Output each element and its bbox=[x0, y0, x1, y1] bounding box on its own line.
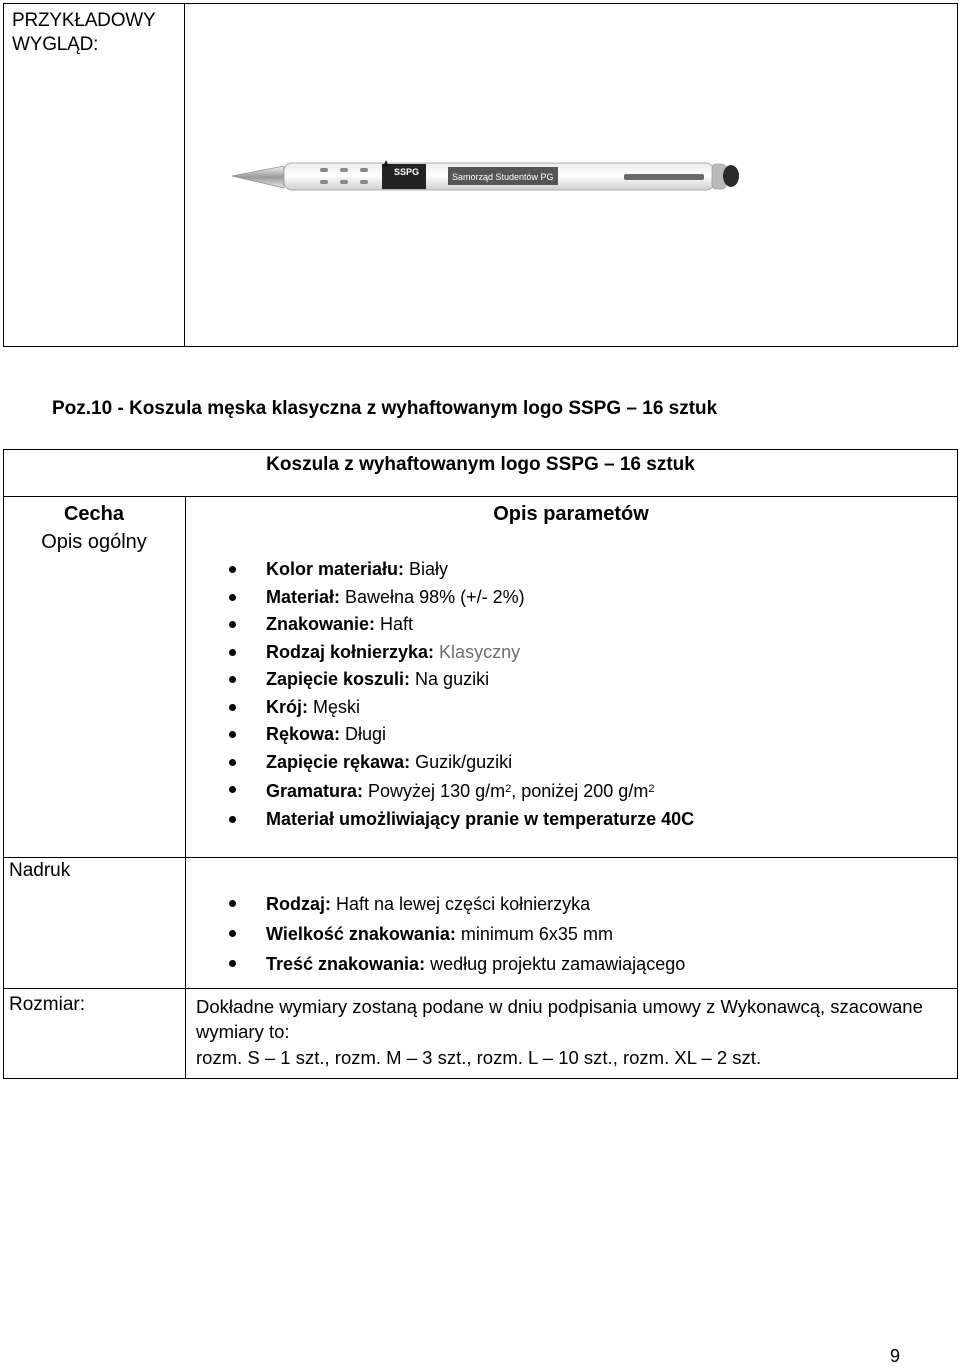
list-item: Krój: Męski bbox=[266, 694, 694, 722]
size-breakdown: rozm. S – 1 szt., rozm. M – 3 szt., rozm. L – 10 szt., rozm. XL – 2 szt. bbox=[196, 1047, 762, 1068]
list-item: Materiał: Bawełna 98% (+/- 2%) bbox=[266, 584, 694, 612]
size-description bbox=[196, 994, 946, 1070]
print-spec-list bbox=[266, 889, 685, 979]
shirt-spec-table bbox=[3, 449, 958, 1079]
list-item: Materiał umożliwiający pranie w temperaturze 40C bbox=[266, 806, 694, 834]
size-note: Dokładne wymiary zostaną podane w dniu podpisania umowy z Wykonawcą, szacowane wymiary to: bbox=[196, 996, 923, 1042]
pen-logo-text: SSPG bbox=[394, 167, 420, 177]
divider bbox=[4, 988, 957, 989]
row-label-size: Rozmiar: bbox=[9, 994, 86, 1015]
divider bbox=[4, 857, 957, 858]
divider bbox=[4, 496, 957, 497]
list-item: Zapięcie rękawa: Guzik/guziki bbox=[266, 749, 694, 777]
sample-look-table bbox=[3, 3, 958, 347]
list-item: Treść znakowania: według projektu zamawiającego bbox=[266, 949, 685, 979]
list-item: Gramatura: Powyżej 130 $g/m^2$, poniżej 200 $g/m^2$ bbox=[266, 776, 694, 806]
header-params: Opis parametów bbox=[493, 503, 649, 525]
column-divider bbox=[185, 496, 186, 1078]
general-spec-list bbox=[266, 556, 694, 833]
list-item: Wielkość znakowania: minimum 6x35 mm bbox=[266, 919, 685, 949]
list-item: Zapięcie koszuli: Na guziki bbox=[266, 666, 694, 694]
pen-brand-text: Samorząd Studentów PG bbox=[452, 172, 554, 182]
list-item: Znakowanie: Haft bbox=[266, 611, 694, 639]
row-label-print: Nadruk bbox=[9, 860, 71, 881]
list-item: Kolor materiału: Biały bbox=[266, 556, 694, 584]
page-number: 9 bbox=[890, 1346, 901, 1366]
pen-image bbox=[224, 144, 744, 204]
list-item: Rękowa: Długi bbox=[266, 721, 694, 749]
section-heading: Poz.10 - Koszula męska klasyczna z wyhaftowanym logo SSPG – 16 sztuk bbox=[52, 398, 718, 419]
list-item: Rodzaj kołnierzyka: Klasyczny bbox=[266, 639, 694, 667]
sample-look-label-cell bbox=[4, 4, 185, 346]
sample-look-label: PRZYKŁADOWY WYGLĄD: bbox=[12, 10, 156, 55]
list-item: Rodzaj: Haft na lewej części kołnierzyka bbox=[266, 889, 685, 919]
row-label-general: Opis ogólny bbox=[41, 531, 147, 553]
table-title: Koszula z wyhaftowanym logo SSPG – 16 sztuk bbox=[266, 454, 695, 475]
header-feature: Cecha bbox=[63, 503, 125, 525]
